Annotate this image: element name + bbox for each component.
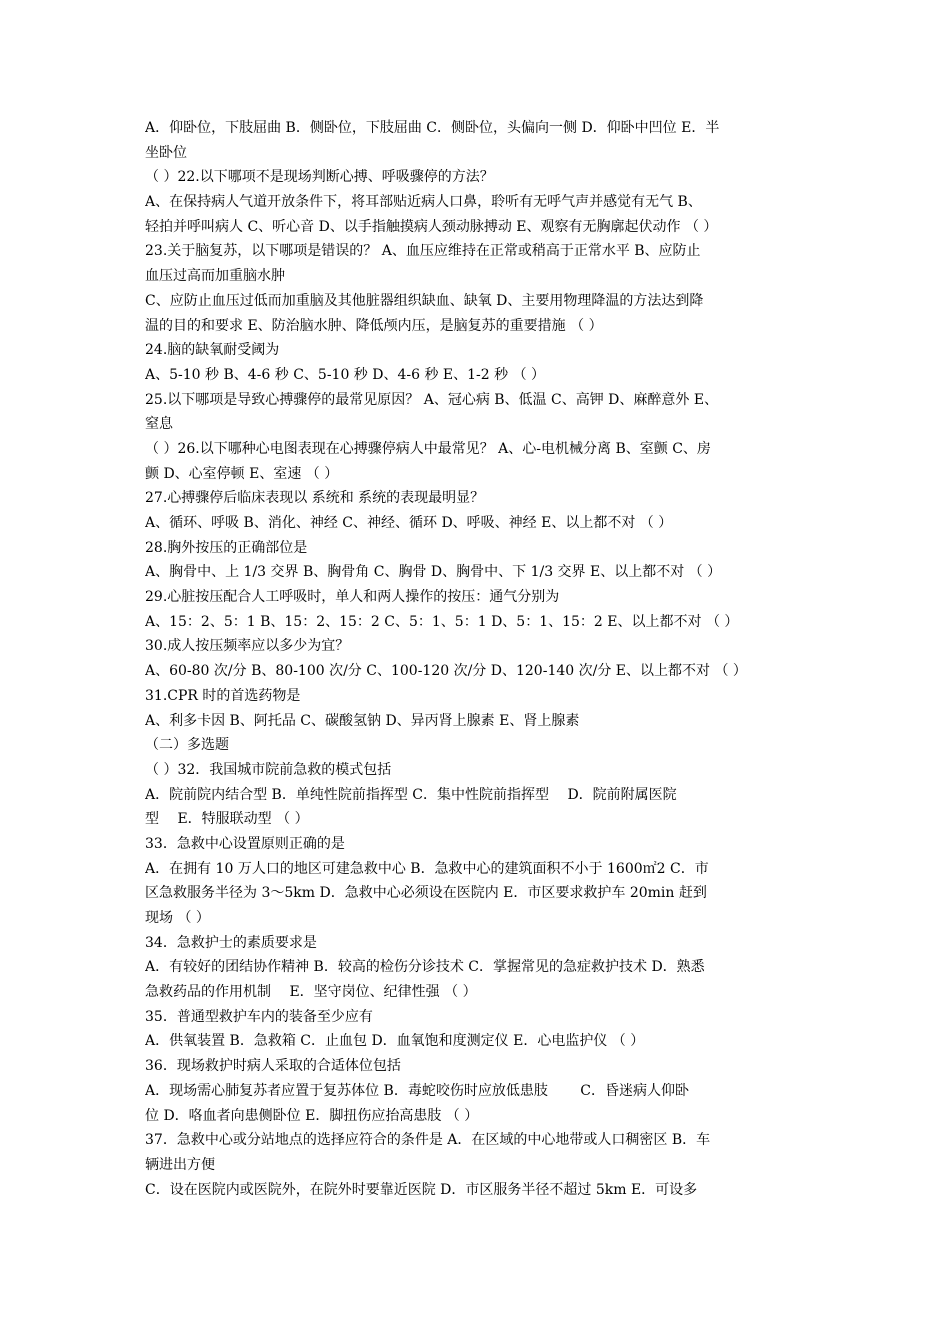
text-line: 33．急救中心设置原则正确的是 [145,835,345,852]
text-line: A．院前院内结合型 B．单纯性院前指挥型 C．集中性院前指挥型 D．院前附属医院 [145,786,677,803]
document-body [145,116,809,1202]
text-line: 35．普通型救护车内的装备至少应有 [145,1008,373,1025]
text-line: （ ）32．我国城市院前急救的模式包括 [145,761,392,778]
text-line: A．供氧装置 B．急救箱 C．止血包 D．血氧饱和度测定仪 E．心电监护仪 （ ） [145,1033,645,1050]
text-line: 颤 D、心室停顿 E、室速 （ ） [145,465,339,482]
text-line: A．仰卧位，下肢屈曲 B．侧卧位，下肢屈曲 C．侧卧位，头偏向一侧 D．仰卧中凹位 E．半 [145,120,720,136]
text-line: 轻拍并呼叫病人 C、听心音 D、以手指触摸病人颈动脉搏动 E、观察有无胸廓起伏动作 （ ） [145,218,718,235]
text-line: （二）多选题 [145,737,229,754]
text-line: 37．急救中心或分站地点的选择应符合的条件是 A．在区域的中心地带或人口稠密区 B．车 [145,1132,711,1149]
text-line: A、循环、呼吸 B、消化、神经 C、神经、循环 D、呼吸、神经 E、以上都不对 （ ） [145,515,673,531]
text-line: A、在保持病人气道开放条件下，将耳部贴近病人口鼻，聆听有无呼气声并感觉有无气 B、 [145,194,702,211]
text-line: A、利多卡因 B、阿托品 C、碳酸氢钠 D、异丙肾上腺素 E、肾上腺素 [145,712,580,729]
text-line: 位 D．咯血者向患侧卧位 E．脚扭伤应抬高患肢 （ ） [145,1107,479,1124]
text-line: 辆进出方便 [145,1156,215,1173]
text-line: A．现场需心肺复苏者应置于复苏体位 B．毒蛇咬伤时应放低患肢 C．昏迷病人仰卧 [145,1082,690,1099]
text-line: C、应防止血压过低而加重脑及其他脏器组织缺血、缺氧 D、主要用物理降温的方法达到降 [145,292,704,309]
text-line: A、胸骨中、上 1/3 交界 B、胸骨角 C、胸骨 D、胸骨中、下 1/3 交界 E、以上都不对 （ ） [145,564,722,581]
text-line: 36．现场救护时病人采取的合适体位包括 [145,1058,401,1075]
text-line: 24.脑的缺氧耐受阈为 [145,342,280,359]
text-line: 31.CPR 时的首选药物是 [145,687,301,704]
text-line: 28.胸外按压的正确部位是 [145,539,308,556]
text-line: 29.心脏按压配合人工呼吸时，单人和两人操作的按压：通气分别为 [145,589,560,606]
text-line: 区急救服务半径为 3～5km D．急救中心必须设在医院内 E．市区要求救护车 20min 赶到 [145,885,707,902]
text-line: A．有较好的团结协作精神 B．较高的检伤分诊技术 C．掌握常见的急症救护技术 D．熟悉 [145,959,705,976]
text-line: （ ）26.以下哪种心电图表现在心搏骤停病人中最常见？ A、心-电机械分离 B、室颤 C、房 [145,440,711,457]
text-line: 急救药品的作用机制 E．坚守岗位、纪律性强 （ ） [145,984,477,1001]
text-line: C．设在医院内或医院外，在院外时要靠近医院 D．市区服务半径不超过 5km E．可设多 [145,1181,698,1198]
text-line: 27.心搏骤停后临床表现以 系统和 系统的表现最明显？ [145,490,485,507]
text-line: （ ）22.以下哪项不是现场判断心搏、呼吸骤停的方法？ [145,169,494,186]
text-line: 34．急救护士的素质要求是 [145,934,317,951]
text-line: 25.以下哪项是导致心搏骤停的最常见原因？ A、冠心病 B、低温 C、高钾 D、麻醉意外 E、 [145,391,719,408]
text-line: 30.成人按压频率应以多少为宜？ [145,638,350,655]
text-line: A、60-80 次/分 B、80-100 次/分 C、100-120 次/分 D、120-140 次/分 E、以上都不对 （ ） [145,663,747,680]
text-line: 现场 （ ） [145,910,210,926]
text-line: 23.关于脑复苏，以下哪项是错误的？ A、血压应维持在正常或稍高于正常水平 B、应防止 [145,243,701,260]
text-line: 窒息 [145,416,173,433]
text-line: A．在拥有 10 万人口的地区可建急救中心 B．急救中心的建筑面积不小于 1600㎡2 C．市 [145,860,709,877]
text-line: A、15：2、5：1 B、15：2、15：2 C、5：1、5：1 D、5：1、15：2 E、以上都不对 （ ） [145,613,739,630]
text-line: 血压过高而加重脑水肿 [145,268,285,285]
text-line: 型 E．特服联动型 （ ） [145,811,309,828]
text-line: 坐卧位 [145,144,187,161]
text-line: 温的目的和要求 E、防治脑水肿、降低颅内压，是脑复苏的重要措施 （ ） [145,317,603,334]
text-line: A、5-10 秒 B、4-6 秒 C、5-10 秒 D、4-6 秒 E、1-2 秒 （ ） [145,366,546,383]
